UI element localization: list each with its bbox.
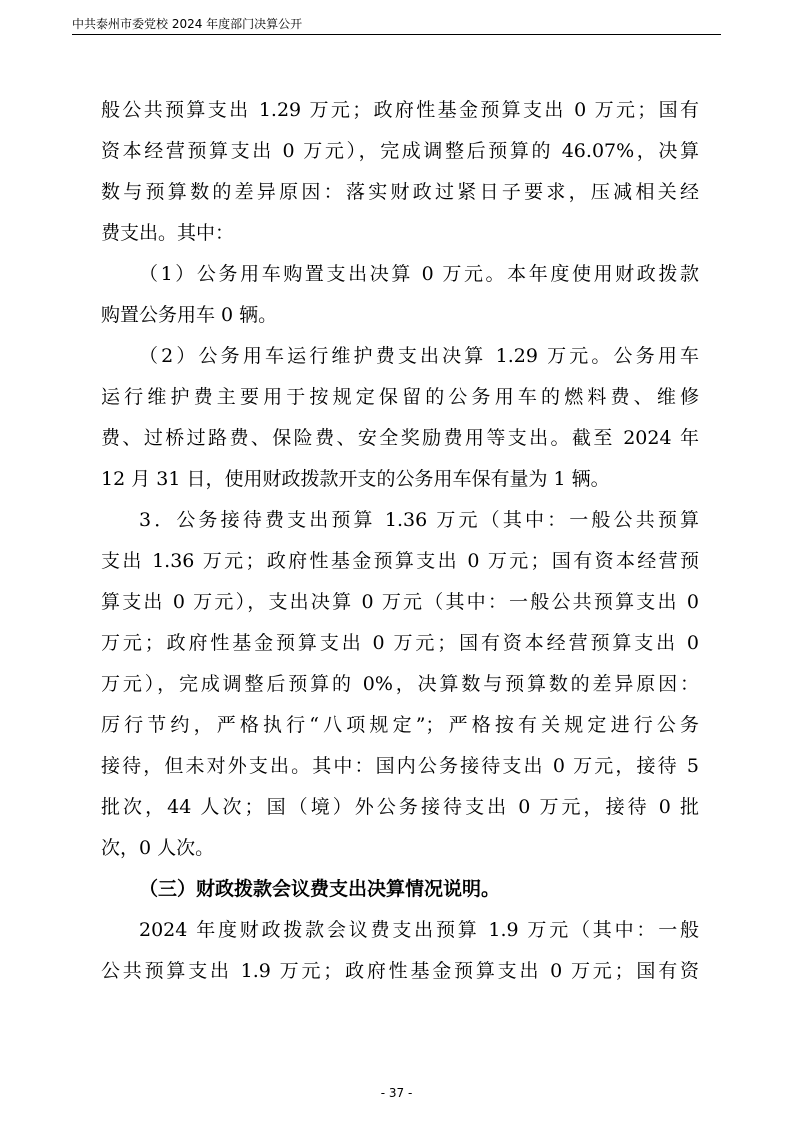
paragraph-line: 接待，但未对外支出。其中：国内公务接待支出 0 万元，接待 5 bbox=[101, 755, 699, 777]
paragraph-line: 资本经营预算支出 0 万元），完成调整后预算的 46.07%，决算 bbox=[101, 140, 699, 162]
paragraph-line: 数与预算数的差异原因：落实财政过紧日子要求，压减相关经 bbox=[101, 181, 699, 203]
paragraph-line: 般公共预算支出 1.29 万元；政府性基金预算支出 0 万元；国有 bbox=[101, 99, 699, 121]
paragraph-line: 费支出。其中： bbox=[101, 222, 235, 244]
paragraph-line: 次，0 人次。 bbox=[101, 837, 215, 859]
paragraph-line: （2）公务用车运行维护费支出决算 1.29 万元。公务用车 bbox=[139, 345, 699, 367]
paragraph-line: 万元；政府性基金预算支出 0 万元；国有资本经营预算支出 0 bbox=[101, 632, 699, 654]
section-heading: （三）财政拨款会议费支出决算情况说明。 bbox=[139, 878, 501, 900]
paragraph-line: 12 月 31 日，使用财政拨款开支的公务用车保有量为 1 辆。 bbox=[101, 468, 610, 490]
paragraph-line: 批次，44 人次；国（境）外公务接待支出 0 万元，接待 0 批 bbox=[101, 796, 699, 818]
paragraph-line: 算支出 0 万元），支出决算 0 万元（其中：一般公共预算支出 0 bbox=[101, 591, 699, 613]
paragraph-line: 公共预算支出 1.9 万元；政府性基金预算支出 0 万元；国有资 bbox=[101, 960, 699, 982]
document-body bbox=[101, 90, 699, 992]
header-title: 中共泰州市委党校 2024 年度部门决算公开 bbox=[72, 17, 303, 31]
paragraph-line: 运行维护费主要用于按规定保留的公务用车的燃料费、维修 bbox=[101, 386, 699, 408]
paragraph-line: 购置公务用车 0 辆。 bbox=[101, 304, 278, 326]
paragraph-line: （1）公务用车购置支出决算 0 万元。本年度使用财政拨款 bbox=[139, 263, 699, 285]
paragraph-line: 万元），完成调整后预算的 0%，决算数与预算数的差异原因： bbox=[101, 673, 699, 695]
page-header bbox=[72, 12, 721, 35]
paragraph-line: 厉行节约，严格执行“八项规定”；严格按有关规定进行公务 bbox=[101, 714, 699, 736]
paragraph-line: 3．公务接待费支出预算 1.36 万元（其中：一般公共预算 bbox=[139, 509, 699, 531]
paragraph-line: 2024 年度财政拨款会议费支出预算 1.9 万元（其中：一般 bbox=[139, 919, 699, 941]
page-number: - 37 - bbox=[380, 1086, 413, 1100]
paragraph-line: 费、过桥过路费、保险费、安全奖励费用等支出。截至 2024 年 bbox=[101, 427, 699, 449]
paragraph-line: 支出 1.36 万元；政府性基金预算支出 0 万元；国有资本经营预 bbox=[101, 550, 699, 572]
